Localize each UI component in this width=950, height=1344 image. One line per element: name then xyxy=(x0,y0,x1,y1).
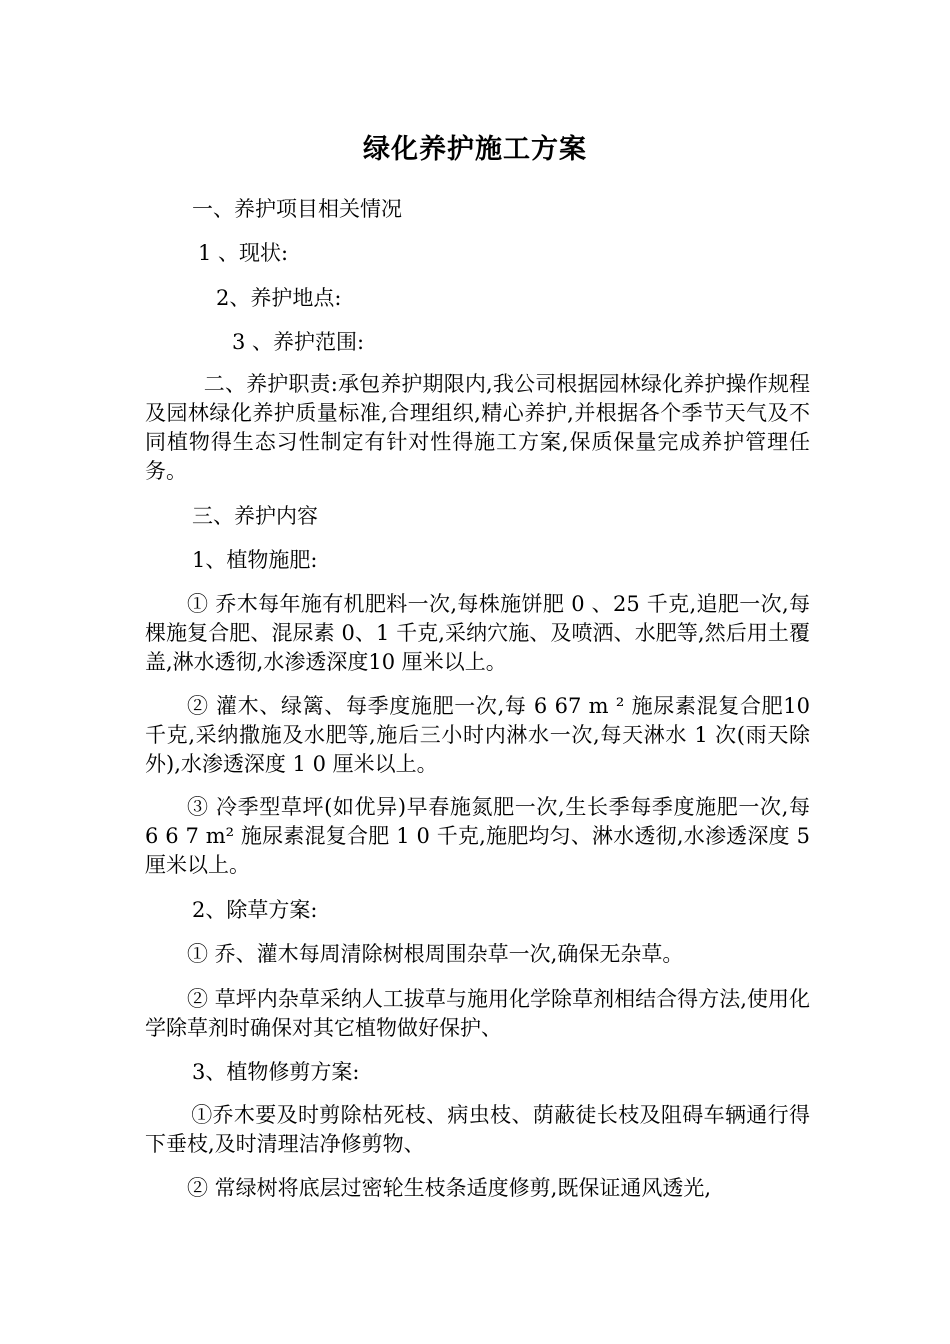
paragraph-duty: 二、养护职责:承包养护期限内,我公司根据园林绿化养护操作规程及园林绿化养护质量标准,合理组织,精心养护,并根据各个季节天气及不同植物得生态习性制定有针对性得施工方案,保质保量完成养护管理任务。 xyxy=(145,372,810,483)
paragraph-weeding-lawn: ② 草坪内杂草采纳人工拔草与施用化学除草剂相结合得方法,使用化学除草剂时确保对其它植物做好保护、 xyxy=(145,987,810,1040)
item-heading-scope: 3 、养护范围: xyxy=(232,330,365,354)
sub-heading-weeding: 2、除草方案: xyxy=(192,898,318,922)
section-heading-3: 三、养护内容 xyxy=(192,504,318,528)
document-title: 绿化养护施工方案 xyxy=(363,134,587,165)
paragraph-fertilize-trees: ① 乔木每年施有机肥料一次,每株施饼肥 0 、25 千克,追肥一次,每棵施复合肥、混尿素 0、1 千克,采纳穴施、及喷洒、水肥等,然后用土覆盖,淋水透彻,水渗透深度10 厘米以上。 xyxy=(145,592,810,674)
item-heading-location: 2、养护地点: xyxy=(216,286,342,310)
section-heading-1: 一、养护项目相关情况 xyxy=(192,197,402,221)
paragraph-weeding-trees: ① 乔、灌木每周清除树根周围杂草一次,确保无杂草。 xyxy=(187,942,684,966)
sub-heading-pruning: 3、植物修剪方案: xyxy=(192,1060,360,1084)
paragraph-fertilize-lawn: ③ 冷季型草坪(如优异)早春施氮肥一次,生长季每季度施肥一次,每 6 6 7 m² 施尿素混复合肥 1 0 千克,施肥均匀、淋水透彻,水渗透深度 5 厘米以上。 xyxy=(145,795,810,877)
item-heading-status: 1 、现状: xyxy=(198,241,289,265)
sub-heading-fertilize: 1、植物施肥: xyxy=(192,548,318,572)
paragraph-fertilize-shrubs: ② 灌木、绿篱、每季度施肥一次,每 6 67 m ² 施尿素混复合肥10 千克,采纳撒施及水肥等,施后三小时内淋水一次,每天淋水 1 次(雨天除外),水渗透深度 1 0 厘米以上。 xyxy=(145,694,810,776)
paragraph-pruning-trees: ①乔木要及时剪除枯死枝、病虫枝、荫蔽徒长枝及阻碍车辆通行得下垂枝,及时清理洁净修剪物、 xyxy=(145,1103,810,1156)
paragraph-pruning-evergreen: ② 常绿树将底层过密轮生枝条适度修剪,既保证通风透光, xyxy=(187,1176,712,1200)
